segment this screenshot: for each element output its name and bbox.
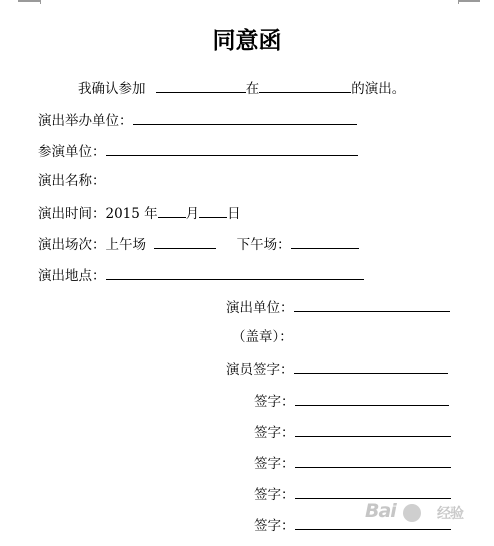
- page-corner-tick-right: [458, 0, 459, 4]
- organizer-line: [38, 110, 357, 130]
- sign-line-1: [254, 391, 449, 411]
- name-label: 演出名称：: [38, 173, 106, 189]
- organizer-blank[interactable]: [133, 110, 357, 125]
- day-blank[interactable]: [199, 203, 227, 218]
- organizer-label: 演出举办单位：: [38, 113, 133, 129]
- sign-blank[interactable]: [295, 422, 451, 437]
- participant-line: [38, 141, 358, 161]
- time-year: 2015: [105, 206, 140, 222]
- signature-unit-label: 演出单位：: [226, 300, 294, 316]
- page-corner-tick-left: [40, 0, 41, 4]
- event-blank[interactable]: [156, 78, 246, 93]
- venue-blank[interactable]: [259, 78, 351, 93]
- participant-blank[interactable]: [106, 141, 358, 156]
- baidu-watermark: [365, 500, 470, 528]
- sign-label: 签字：: [254, 425, 295, 441]
- sign-line-2: [254, 422, 451, 442]
- time-label: 演出时间：: [38, 206, 106, 222]
- sessions-label: 演出场次：: [38, 237, 106, 253]
- seal-label: （盖章）：: [232, 329, 293, 345]
- page-corner-mark-right: [458, 0, 480, 2]
- participant-label: 参演单位：: [38, 144, 106, 160]
- sessions-morning: 上午场: [105, 237, 146, 253]
- performer-sign-line: [226, 359, 448, 379]
- intro-line: [78, 78, 405, 98]
- signature-unit-blank[interactable]: [294, 297, 450, 312]
- location-label: 演出地点：: [38, 268, 106, 284]
- intro-middle: 在: [245, 81, 260, 97]
- time-line: [38, 203, 241, 223]
- time-month-char: 月: [185, 206, 200, 222]
- morning-blank[interactable]: [154, 234, 216, 249]
- time-day-char: 日: [227, 206, 241, 222]
- sign-blank[interactable]: [295, 391, 449, 406]
- seal-line: [232, 328, 293, 346]
- signature-unit-line: [226, 297, 450, 317]
- sessions-afternoon: 下午场：: [236, 237, 291, 253]
- sign-line-3: [254, 453, 451, 473]
- intro-suffix: 的演出。: [351, 81, 406, 97]
- paw-icon: [403, 504, 421, 522]
- intro-prefix: 我确认参加: [78, 81, 146, 97]
- document-title: 同意函: [212, 27, 282, 54]
- name-line: [38, 172, 106, 190]
- sign-label: 签字：: [254, 394, 295, 410]
- performer-sign-label: 演员签字：: [226, 362, 294, 378]
- performer-sign-blank[interactable]: [294, 359, 448, 374]
- watermark-sub: 经验: [437, 506, 463, 522]
- page-corner-mark-left: [18, 0, 40, 2]
- location-line: [38, 265, 364, 285]
- time-year-char: 年: [144, 206, 158, 222]
- location-blank[interactable]: [106, 265, 364, 280]
- sign-blank[interactable]: [295, 484, 451, 499]
- month-blank[interactable]: [158, 203, 186, 218]
- watermark-brand: Bai: [365, 500, 396, 522]
- sign-label: 签字：: [254, 518, 295, 534]
- sessions-line: [38, 234, 359, 254]
- afternoon-blank[interactable]: [291, 234, 359, 249]
- sign-label: 签字：: [254, 487, 295, 503]
- sign-blank[interactable]: [295, 453, 451, 468]
- sign-label: 签字：: [254, 456, 295, 472]
